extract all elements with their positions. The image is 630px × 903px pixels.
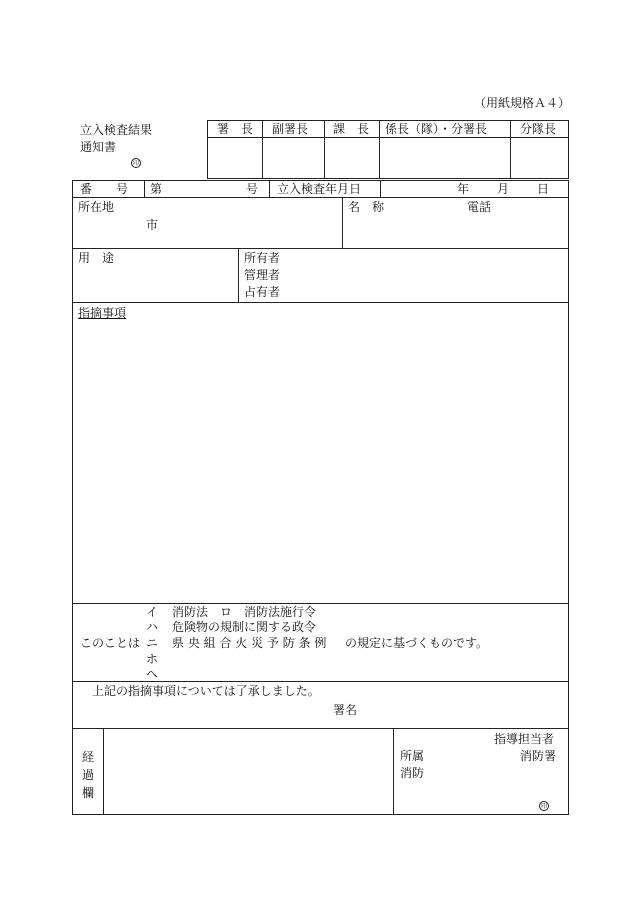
location-label: 所在地 <box>78 200 115 214</box>
officer-seal-mark: 印 <box>540 803 547 810</box>
approval-chief: 署 長 <box>217 122 254 136</box>
officer-label: 指導担当者 <box>494 732 555 746</box>
date-month: 月 <box>497 182 510 196</box>
legal-mark-i: イ <box>146 605 159 619</box>
fire-station-label: 消防署 <box>520 749 557 763</box>
approval-deputy-chief: 副署長 <box>272 122 309 136</box>
manager-label: 管理者 <box>244 268 281 282</box>
progress-column-char1: 経 <box>82 750 95 764</box>
inspection-date-label: 立入検査年月日 <box>277 182 362 196</box>
acknowledgement-text: 上記の指摘事項については了承しました。 <box>92 684 320 698</box>
legal-mark-ha: ハ <box>146 620 159 634</box>
name-label: 名 称 <box>348 200 385 214</box>
progress-column-char3: 欄 <box>82 786 95 800</box>
legal-mark-ni: ニ <box>146 636 159 650</box>
progress-column-char2: 過 <box>82 768 95 782</box>
number-go: 号 <box>246 182 259 196</box>
approval-unit-chief: 係長（隊）・分署長 <box>385 122 488 136</box>
legal-prefix: このことは <box>80 636 141 650</box>
owner-label: 所有者 <box>244 251 281 265</box>
main-form-table <box>72 180 569 815</box>
date-day: 日 <box>537 182 550 196</box>
legal-suffix: の規定に基づくものです。 <box>345 636 489 650</box>
affiliation-label: 所属 <box>400 749 425 763</box>
signature-label: 署名 <box>333 703 358 717</box>
number-label: 番 号 <box>80 182 129 196</box>
header-seal-mark: 印 <box>132 160 139 167</box>
approval-squad-chief: 分隊長 <box>520 122 557 136</box>
title-line1: 立入検査結果 <box>80 123 153 137</box>
date-year: 年 <box>457 182 470 196</box>
legal-mark-ho: ホ <box>146 652 159 666</box>
phone-label: 電話 <box>467 200 492 214</box>
paper-size-note: （用紙規格Ａ４） <box>474 96 571 110</box>
legal-mark-he: へ <box>146 667 159 681</box>
legal-text-ni: 県 央 組 合 火 災 予 防 条 例 <box>172 636 327 650</box>
findings-label: 指摘事項 <box>78 306 127 320</box>
approval-section-chief: 課 長 <box>333 122 370 136</box>
legal-text-ha: 危険物の規制に関する政令 <box>172 620 317 634</box>
legal-text-i: 消防法 ロ 消防法施行令 <box>172 605 317 619</box>
location-city: 市 <box>146 218 159 232</box>
number-dai: 第 <box>150 182 163 196</box>
use-label: 用 途 <box>78 251 115 265</box>
occupant-label: 占有者 <box>244 285 281 299</box>
fire-label: 消防 <box>400 766 425 780</box>
title-line2: 通知書 <box>80 140 117 154</box>
